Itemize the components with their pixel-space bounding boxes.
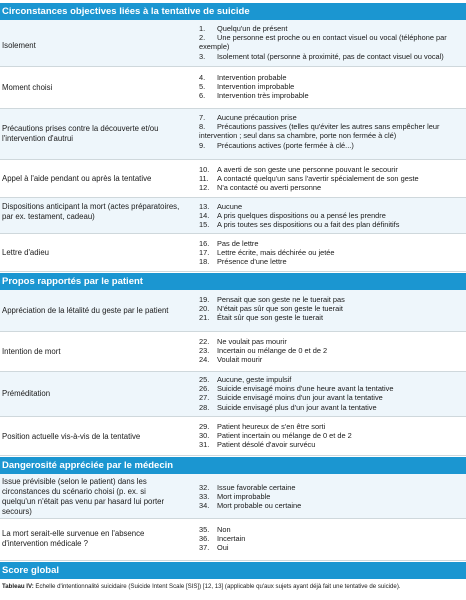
table-row <box>0 372 466 417</box>
answer-option: 14. A pris quelques dispositions ou a pensé les prendre <box>199 211 386 221</box>
answer-option: 12. N'a contacté ou averti personne <box>199 183 322 193</box>
answer-option: 24. Voulait mourir <box>199 355 263 365</box>
answer-option: 30. Patient incertain ou mélange de 0 et de 2 <box>199 431 352 441</box>
caption-label: Tableau IV: <box>2 583 34 590</box>
answer-option: 37. Oui <box>199 543 229 553</box>
answer-options <box>199 113 464 150</box>
answer-option: 29. Patient heureux de s'en être sorti <box>199 422 326 431</box>
answer-option: 11. A contacté quelqu'un sans l'avertir spécialement de son geste <box>199 174 419 184</box>
answer-option: 1. Quelqu'un de présent <box>199 24 288 33</box>
table-row <box>0 417 466 456</box>
criterion-label: Moment choisi <box>2 83 53 92</box>
answer-option: 8. Précautions passives (telles qu'éviter les autres sans empêcher leur intervention ; seul dans sa chambre, porte non fermée à clé) <box>199 122 442 141</box>
answer-option: 13. Aucune <box>199 202 243 211</box>
criterion-label: Intention de mort <box>2 347 61 356</box>
answer-options <box>199 24 464 61</box>
table-row <box>0 198 466 234</box>
table-row <box>0 234 466 272</box>
answer-option: 5. Intervention improbable <box>199 82 295 92</box>
answer-option: 15. A pris toutes ses dispositions ou a fait des plan définitifs <box>199 220 400 230</box>
answer-options <box>199 422 464 450</box>
answer-option: 36. Incertain <box>199 534 246 544</box>
answer-option: 9. Précautions actives (porte fermée à clé...) <box>199 140 354 150</box>
answer-options <box>199 295 464 323</box>
answer-option: 33. Mort improbable <box>199 492 271 502</box>
table-row <box>0 290 466 332</box>
criterion-label: Isolement <box>2 41 36 50</box>
answer-options <box>199 483 464 511</box>
criterion-label: Appréciation de la létalité du geste par le patient <box>2 306 169 315</box>
answer-option: 32. Issue favorable certaine <box>199 483 296 492</box>
caption-text: Échelle d'intentionnalité suicidaire (Suicide Intent Scale [SIS]) [12, 13] (applicable qu'aux sujets ayant déjà fait une tentative de suicide). <box>35 583 401 590</box>
answer-options <box>199 239 464 267</box>
table-row <box>0 519 466 561</box>
criterion-label: La mort serait-elle survenue en l'absence d'intervention médicale ? <box>2 529 145 548</box>
answer-option: 28. Suicide envisagé plus d'un jour avant la tentative <box>199 402 377 412</box>
answer-option: 10. A averti de son geste une personne pouvant le secourir <box>199 165 398 174</box>
answer-option: 25. Aucune, geste impulsif <box>199 375 292 384</box>
section-header-dangerosite: Dangerosité appréciée par le médecin <box>0 457 466 474</box>
answer-options <box>199 73 464 101</box>
answer-option: 22. Ne voulait pas mourir <box>199 337 287 346</box>
criterion-label: Position actuelle vis-à-vis de la tentative <box>2 432 141 441</box>
criterion-label: Précautions prises contre la découverte et/ou l'intervention d'autrui <box>2 124 159 143</box>
criterion-label: Issue prévisible (selon le patient) dans les circonstances du scénario choisi (p. ex. si quelqu'un n'était pas venu par hasard lui porter secours) <box>2 477 165 516</box>
table-row <box>0 160 466 198</box>
table-row <box>0 474 466 519</box>
answer-option: 6. Intervention très improbable <box>199 91 309 101</box>
answer-options <box>199 165 464 193</box>
answer-option: 18. Présence d'une lettre <box>199 257 287 267</box>
answer-option: 26. Suicide envisagé moins d'une heure avant la tentative <box>199 384 394 394</box>
table-row <box>0 109 466 160</box>
answer-option: 20. N'était pas sûr que son geste le tuerait <box>199 304 343 314</box>
answer-option: 19. Pensait que son geste ne le tuerait pas <box>199 295 345 304</box>
section-header-propos: Propos rapportés par le patient <box>0 273 466 290</box>
table-row <box>0 67 466 109</box>
criterion-label: Préméditation <box>2 389 51 398</box>
criterion-label: Dispositions anticipant la mort (actes préparatoires, par ex. testament, cadeau) <box>2 202 180 221</box>
answer-option: 4. Intervention probable <box>199 73 287 82</box>
answer-option: 21. Était sûr que son geste le tuerait <box>199 313 323 323</box>
answer-option: 3. Isolement total (personne à proximité, pas de contact visuel ou vocal) <box>199 51 444 61</box>
section-header-circonstances: Circonstances objectives liées à la tentative de suicide <box>0 3 466 20</box>
answer-options <box>199 525 464 553</box>
answer-option: 23. Incertain ou mélange de 0 et de 2 <box>199 346 328 356</box>
section-header-score-global: Score global <box>0 562 466 579</box>
answer-option: 34. Mort probable ou certaine <box>199 501 302 511</box>
criterion-label: Lettre d'adieu <box>2 248 50 257</box>
answer-option: 7. Aucune précaution prise <box>199 113 297 122</box>
answer-option: 27. Suicide envisagé moins d'un jour avant la tentative <box>199 393 383 403</box>
table-row <box>0 332 466 372</box>
answer-options <box>199 375 464 412</box>
answer-options <box>199 202 464 230</box>
answer-option: 17. Lettre écrite, mais déchirée ou jetée <box>199 248 335 258</box>
answer-options <box>199 337 464 365</box>
answer-option: 31. Patient désolé d'avoir survécu <box>199 440 316 450</box>
answer-option: 35. Non <box>199 525 231 534</box>
answer-option: 2. Une personne est proche ou en contact visuel ou vocal (téléphone par exemple) <box>199 33 449 52</box>
answer-option: 16. Pas de lettre <box>199 239 259 248</box>
table-caption <box>2 583 464 591</box>
table-row <box>0 20 466 67</box>
criterion-label: Appel à l'aide pendant ou après la tentative <box>2 174 152 183</box>
